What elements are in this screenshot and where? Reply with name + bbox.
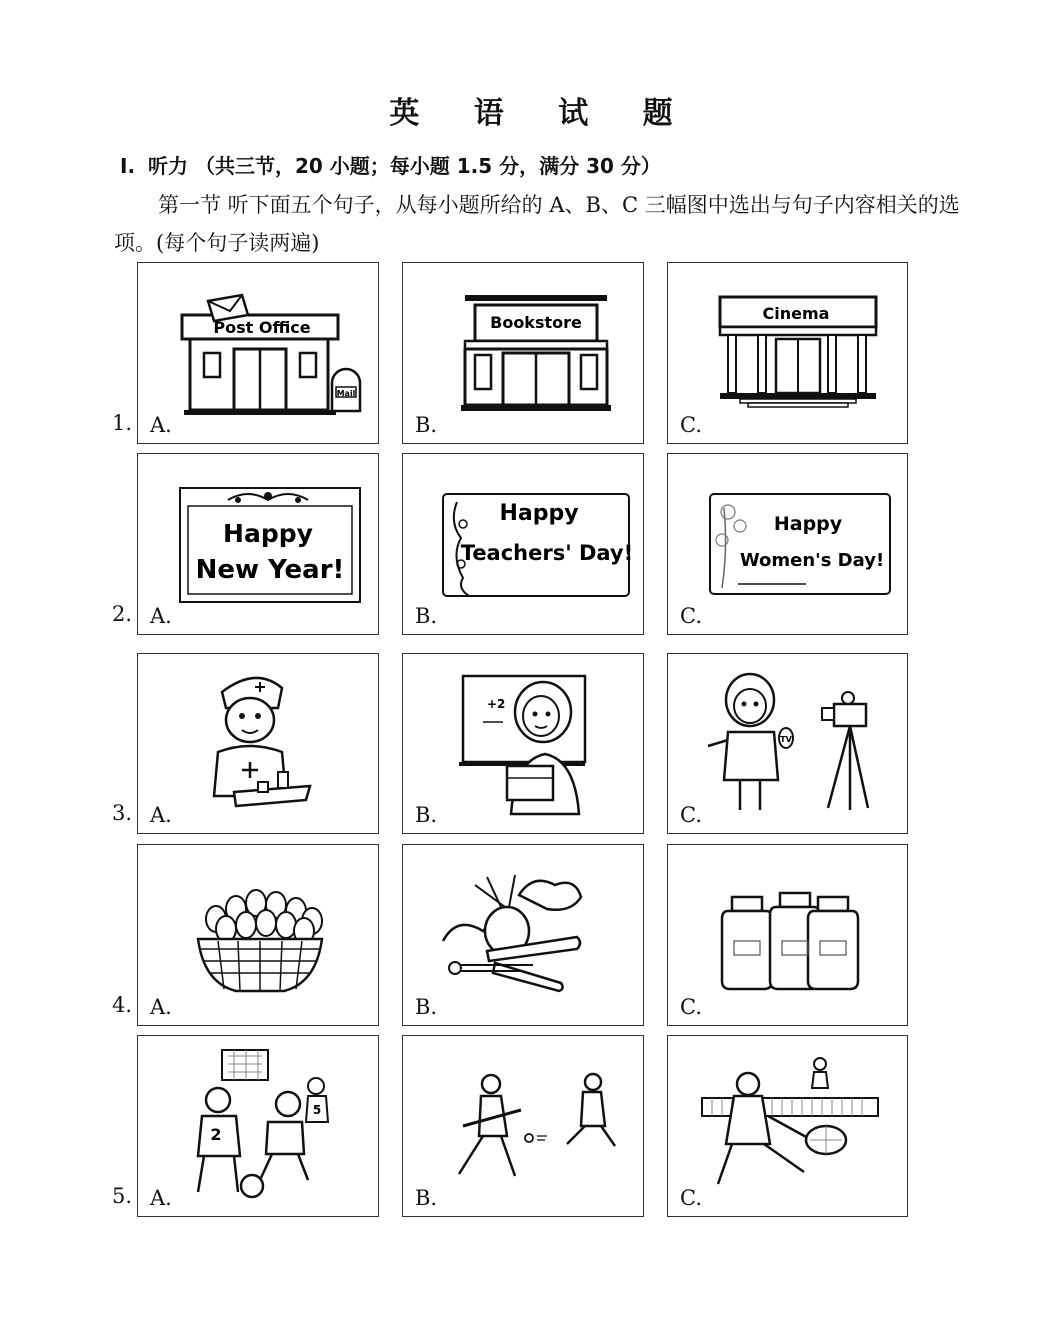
option-card-3a[interactable] bbox=[137, 653, 379, 834]
question-number: 3. bbox=[112, 801, 133, 825]
milk-bottles-illustration bbox=[668, 845, 909, 1027]
option-letter: C. bbox=[680, 803, 702, 827]
option-letter: B. bbox=[415, 1186, 438, 1210]
option-letter: A. bbox=[150, 413, 172, 437]
option-card-4c[interactable] bbox=[667, 844, 908, 1026]
chalkboard-math: +2 bbox=[487, 697, 506, 711]
option-letter: B. bbox=[415, 413, 438, 437]
egg-basket-illustration bbox=[138, 845, 380, 1027]
option-letter: C. bbox=[680, 604, 702, 628]
cinema-illustration bbox=[668, 263, 909, 445]
section-instructions: 第一节 听下面五个句子，从每小题所给的 A、B、C 三幅图中选出与句子内容相关的选项。(每个句子读两遍) bbox=[114, 193, 960, 255]
option-card-5c[interactable] bbox=[667, 1035, 908, 1217]
building-sign: Post Office bbox=[213, 318, 311, 337]
question-number: 2. bbox=[112, 602, 133, 626]
tennis-illustration bbox=[668, 1036, 909, 1218]
jersey-number: 5 bbox=[312, 1103, 322, 1117]
option-card-1a[interactable] bbox=[137, 262, 379, 444]
option-letter: B. bbox=[415, 604, 438, 628]
new-year-card-illustration bbox=[138, 454, 380, 636]
post-office-illustration bbox=[138, 263, 380, 445]
vegetables-illustration bbox=[403, 845, 645, 1027]
card-text-line: Happy bbox=[773, 513, 843, 535]
microphone-label: TV bbox=[780, 735, 792, 744]
option-letter: C. bbox=[680, 1186, 702, 1210]
option-card-1c[interactable] bbox=[667, 262, 908, 444]
page-title: 英 语 试 题 bbox=[389, 96, 695, 131]
teachers-day-card-illustration bbox=[403, 454, 645, 636]
card-text-line: Women's Day! bbox=[739, 550, 885, 571]
jersey-number: 2 bbox=[210, 1125, 222, 1144]
option-letter: C. bbox=[680, 995, 702, 1019]
section-number: Ⅰ. bbox=[120, 154, 136, 178]
soccer-illustration bbox=[138, 1036, 380, 1218]
option-card-2a[interactable] bbox=[137, 453, 379, 635]
teacher-illustration bbox=[403, 654, 645, 835]
option-letter: B. bbox=[415, 995, 438, 1019]
option-card-2c[interactable] bbox=[667, 453, 908, 635]
section-title: 听力 （共三节，20 小题；每小题 1.5 分，满分 30 分） bbox=[148, 154, 661, 178]
bookstore-illustration bbox=[403, 263, 645, 445]
question-number: 1. bbox=[112, 411, 133, 435]
card-text-line: New Year! bbox=[195, 555, 345, 585]
option-letter: B. bbox=[415, 803, 438, 827]
option-letter: A. bbox=[150, 1186, 172, 1210]
option-card-1b[interactable] bbox=[402, 262, 644, 444]
section-heading bbox=[120, 150, 661, 179]
nurse-illustration bbox=[138, 654, 380, 835]
card-text-line: Happy bbox=[223, 519, 313, 548]
option-card-4b[interactable] bbox=[402, 844, 644, 1026]
option-letter: A. bbox=[150, 995, 172, 1019]
reporter-illustration bbox=[668, 654, 909, 835]
card-text-line: Happy bbox=[499, 501, 579, 526]
option-card-3b[interactable] bbox=[402, 653, 644, 834]
option-card-5a[interactable] bbox=[137, 1035, 379, 1217]
baseball-illustration bbox=[403, 1036, 645, 1218]
womens-day-card-illustration bbox=[668, 454, 909, 636]
question-number: 5. bbox=[112, 1184, 133, 1208]
option-letter: A. bbox=[150, 604, 172, 628]
card-text-line: Teachers' Day! bbox=[460, 541, 634, 565]
option-card-3c[interactable] bbox=[667, 653, 908, 834]
option-card-5b[interactable] bbox=[402, 1035, 644, 1217]
question-number: 4. bbox=[112, 993, 133, 1017]
mailbox-label: Mail bbox=[336, 389, 356, 398]
option-card-2b[interactable] bbox=[402, 453, 644, 635]
option-letter: C. bbox=[680, 413, 702, 437]
option-letter: A. bbox=[150, 803, 172, 827]
building-sign: Cinema bbox=[762, 304, 830, 323]
option-card-4a[interactable] bbox=[137, 844, 379, 1026]
building-sign: Bookstore bbox=[490, 313, 582, 332]
